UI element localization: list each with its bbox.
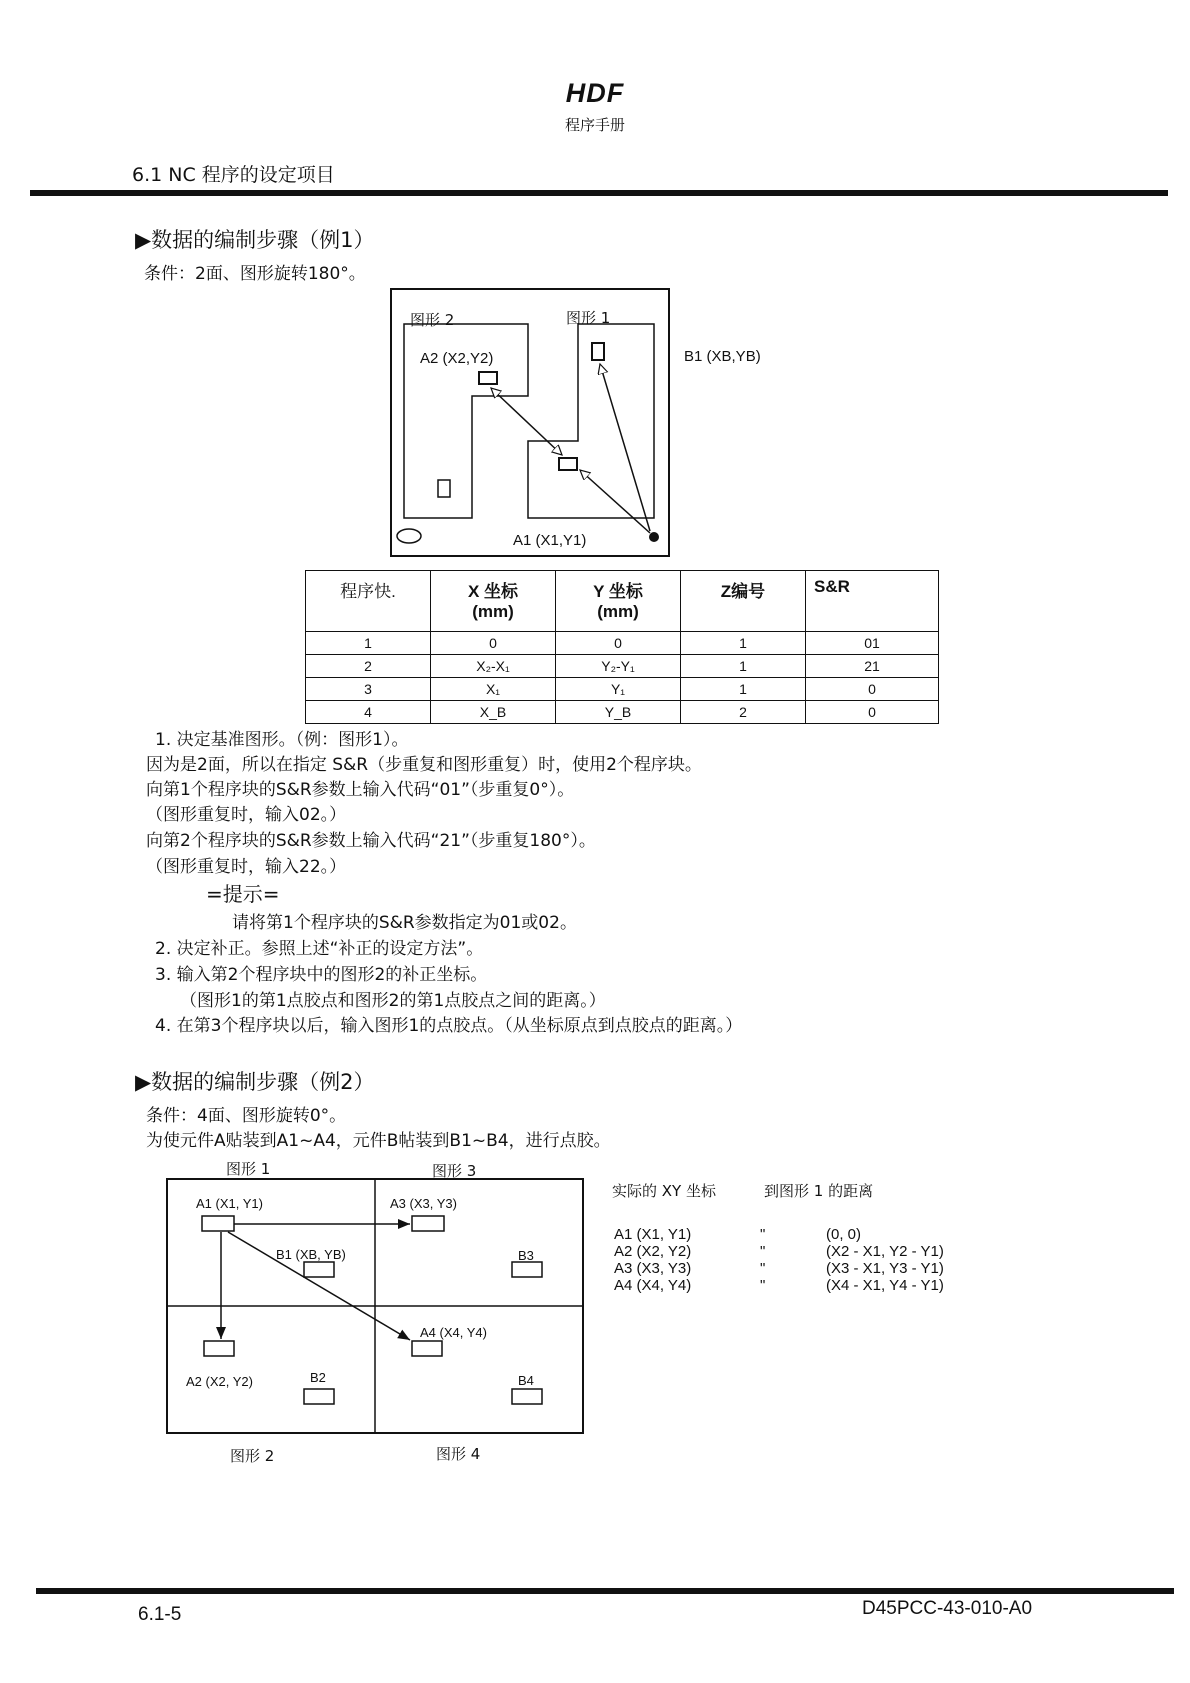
pattern1-pad: [559, 458, 577, 470]
b2-pad: [304, 1389, 334, 1404]
a2-pad: [204, 1341, 234, 1356]
cell: Y₁: [556, 678, 681, 701]
example2-figure: [166, 1178, 586, 1438]
a3-pad: [412, 1216, 444, 1231]
table-header-row: [306, 571, 939, 632]
fig2-label-b1: B1 (XB, YB): [276, 1247, 346, 1262]
step-1-line6: （图形重复时，输入22。）: [146, 857, 347, 877]
a2-pad: [479, 372, 497, 384]
table-row: [306, 632, 939, 655]
list-item: ": [760, 1277, 766, 1294]
cell: 1: [306, 632, 431, 655]
cell: X_B: [431, 701, 556, 724]
hint-text: 请将第1个程序块的S&R参数指定为01或02。: [232, 913, 577, 933]
document-code: D45PCC-43-010-A0: [862, 1598, 1033, 1619]
footer-rule: [36, 1588, 1174, 1594]
cell: 0: [431, 632, 556, 655]
step-3-line2: （图形1的第1点胶点和图形2的第1点胶点之间的距离。）: [180, 991, 606, 1011]
coord-header-actual: 实际的 XY 坐标: [612, 1182, 716, 1200]
list-item: A2 (X2, Y2): [614, 1243, 692, 1260]
cell: 1: [681, 678, 806, 701]
cell: 0: [806, 678, 939, 701]
example1-heading: ▶数据的编制步骤（例1）: [135, 228, 375, 252]
cell: X₁: [431, 678, 556, 701]
header-z: Z编号: [681, 571, 806, 632]
header-sr: S&R: [806, 571, 939, 632]
list-item: (X4 - X1, Y4 - Y1): [826, 1277, 944, 1294]
a1-point: [649, 532, 659, 542]
cell: 2: [681, 701, 806, 724]
cell: 0: [806, 701, 939, 724]
header-y: Y 坐标 (mm): [556, 571, 681, 632]
hint-title: =提示=: [206, 882, 280, 906]
list-item: A4 (X4, Y4): [614, 1277, 692, 1294]
label-a2: A2 (X2,Y2): [420, 350, 494, 367]
cell: X₂-X₁: [431, 655, 556, 678]
example2-condition: 条件：4面、图形旋转0°。: [146, 1106, 347, 1126]
list-item: ": [760, 1226, 766, 1243]
fig2-label-a2: A2 (X2, Y2): [186, 1374, 253, 1389]
label-a1: A1 (X1,Y1): [513, 532, 587, 549]
fig2-label-a4: A4 (X4, Y4): [420, 1325, 487, 1340]
coord-ditto-column: [760, 1226, 765, 1294]
cell: 2: [306, 655, 431, 678]
program-block-table: [305, 570, 939, 724]
label-b1: B1 (XB,YB): [684, 348, 761, 365]
cell: Y_B: [556, 701, 681, 724]
table-row: [306, 655, 939, 678]
header-x: X 坐标 (mm): [431, 571, 556, 632]
coord-actual-column: [614, 1226, 691, 1294]
example2-description: 为使元件A贴装到A1~A4，元件B帖装到B1~B4，进行点胶。: [146, 1131, 611, 1151]
table-row: [306, 701, 939, 724]
cell: 01: [806, 632, 939, 655]
step-4: 4. 在第3个程序块以后，输入图形1的点胶点。（从坐标原点到点胶点的距离。）: [155, 1016, 743, 1036]
example1-condition: 条件：2面、图形旋转180°。: [144, 264, 366, 284]
step-2: 2. 决定补正。参照上述“补正的设定方法”。: [155, 939, 484, 959]
cell: 1: [681, 655, 806, 678]
fig2-label-a1: A1 (X1, Y1): [196, 1196, 263, 1211]
step-3: 3. 输入第2个程序块中的图形2的补正坐标。: [155, 965, 488, 985]
fig2-label-b3: B3: [518, 1248, 534, 1263]
page-number: 6.1-5: [138, 1604, 182, 1625]
step-1-line5: 向第2个程序块的S&R参数上输入代码“21”（步重复180°）。: [146, 831, 596, 851]
list-item: (X2 - X1, Y2 - Y1): [826, 1243, 944, 1260]
cell: 4: [306, 701, 431, 724]
b4-pad: [512, 1389, 542, 1404]
step-1: 1. 决定基准图形。（例：图形1）。: [155, 730, 409, 750]
list-item: A1 (X1, Y1): [614, 1226, 692, 1243]
example2-heading: ▶数据的编制步骤（例2）: [135, 1070, 375, 1094]
cell: 21: [806, 655, 939, 678]
coord-header-distance: 到图形 1 的距离: [764, 1182, 874, 1200]
table-row: [306, 678, 939, 701]
list-item: ": [760, 1243, 766, 1260]
list-item: (X3 - X1, Y3 - Y1): [826, 1260, 944, 1277]
header-rule: [30, 190, 1168, 196]
pattern2-pad: [438, 480, 450, 497]
fig2-pattern4-label: 图形 4: [436, 1445, 481, 1463]
label-pattern1: 图形 1: [566, 309, 611, 327]
label-pattern2: 图形 2: [410, 311, 455, 329]
step-1-line2: 因为是2面，所以在指定 S&R（步重复和图形重复）时，使用2个程序块。: [146, 755, 702, 775]
cell: 1: [681, 632, 806, 655]
section-title: 6.1 NC 程序的设定项目: [132, 164, 335, 186]
fig2-label-b2: B2: [310, 1370, 326, 1385]
cell: 0: [556, 632, 681, 655]
fig2-pattern1-label: 图形 1: [226, 1160, 271, 1178]
step-1-line3: 向第1个程序块的S&R参数上输入代码“01”（步重复0°）。: [146, 780, 575, 800]
cell: Y₂-Y₁: [556, 655, 681, 678]
list-item: (0, 0): [826, 1226, 862, 1243]
arrow-a2-pattern1: [491, 388, 562, 455]
step-1-line4: （图形重复时，输入02。）: [146, 805, 347, 825]
a1-pad: [202, 1216, 234, 1231]
arrow-a1-pattern1: [580, 470, 650, 533]
arrow-a1-b1: [600, 364, 650, 531]
fig2-label-b4: B4: [518, 1373, 534, 1388]
b1-pad: [304, 1262, 334, 1277]
brand-title: HDF: [565, 78, 625, 108]
list-item: A3 (X3, Y3): [614, 1260, 692, 1277]
fig2-pattern3-label: 图形 3: [432, 1162, 477, 1180]
cell: 3: [306, 678, 431, 701]
header-block: 程序快.: [306, 571, 431, 632]
list-item: ": [760, 1260, 766, 1277]
b3-pad: [512, 1262, 542, 1277]
fig2-label-a3: A3 (X3, Y3): [390, 1196, 457, 1211]
a4-pad: [412, 1341, 442, 1356]
manual-subtitle: 程序手册: [564, 116, 625, 134]
fig2-pattern2-label: 图形 2: [230, 1447, 275, 1465]
b1-pad: [592, 343, 604, 360]
fiducial-mark: [397, 529, 421, 543]
coord-distance-column: [826, 1226, 944, 1294]
